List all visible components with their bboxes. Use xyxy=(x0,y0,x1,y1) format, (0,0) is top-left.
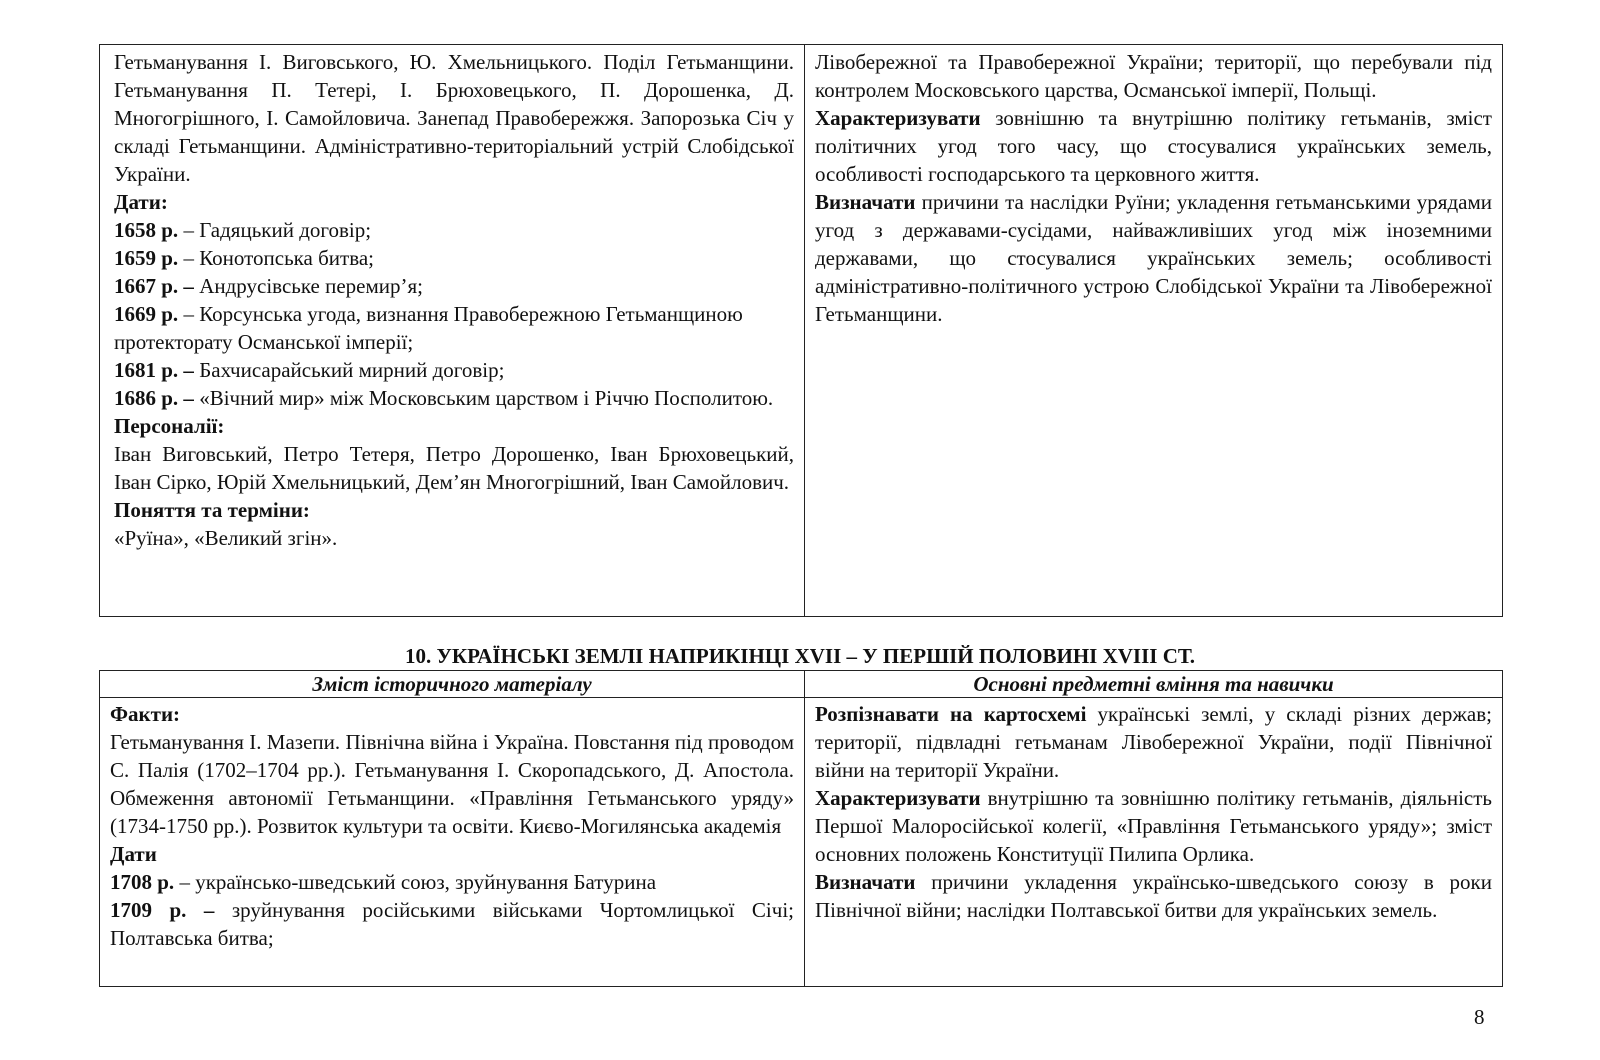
table-header-row xyxy=(100,671,1503,698)
date-year: 1658 р. xyxy=(114,218,179,242)
date-text: – Гадяцький договір; xyxy=(178,218,372,242)
page-number: 8 xyxy=(1474,1005,1485,1029)
skills-paragraph xyxy=(815,104,1492,188)
column-header-content: Зміст історичного матеріалу xyxy=(100,671,805,698)
skill-text: зовнішню та внутрішню політику гетьманів, зміст політичних угод того часу, що стосувалися українських земель, особливості господарського та церковного життя. xyxy=(815,106,1492,186)
date-text: Андрусівське перемир’я; xyxy=(193,274,423,298)
date-entry xyxy=(110,272,794,300)
skills-cell xyxy=(805,698,1503,987)
date-text: «Вічний мир» між Московським царством і Річчю Посполитою. xyxy=(193,386,774,410)
date-year: 1659 р. xyxy=(114,246,179,270)
date-text: – Корсунська угода, визнання Правобережною Гетьманщиною протекторату Османської імперії; xyxy=(114,302,743,354)
date-entry xyxy=(110,384,794,412)
persons-heading: Персоналії: xyxy=(114,414,225,438)
skills-paragraph xyxy=(815,784,1492,868)
date-entry xyxy=(110,300,794,356)
topics-paragraph: Гетьманування І. Виговського, Ю. Хмельницького. Поділ Гетьманщини. Гетьманування П. Тетері, І. Брюховецького, П. Дорошенка, Д. Многогрішного, І. Самойловича. Занепад Правобережжя. Запорозька Січ у складі Гетьманщини. Адміністративно-територіальний устрій Слобідської України. xyxy=(114,50,794,186)
date-year: 1669 р. xyxy=(114,302,179,326)
date-entry xyxy=(110,244,794,272)
date-entry xyxy=(110,216,794,244)
historical-content-cell xyxy=(100,45,805,617)
facts-heading: Факти: xyxy=(110,702,181,726)
dates-heading: Дати: xyxy=(114,190,168,214)
skills-intro: Лівобережної та Правобережної України; території, що перебували під контролем Московського царства, Османської імперії, Польщі. xyxy=(815,50,1492,102)
date-year: 1708 р. xyxy=(110,870,175,894)
date-year: 1709 р. – xyxy=(110,898,215,922)
dates-heading: Дати xyxy=(110,842,157,866)
date-year: 1667 р. – xyxy=(114,274,194,298)
curriculum-table-section-10 xyxy=(99,670,1503,987)
table-row xyxy=(100,698,1503,987)
date-year: 1681 р. – xyxy=(114,358,194,382)
date-text: Бахчисарайський мирний договір; xyxy=(193,358,505,382)
skill-text: причини укладення українсько-шведського союзу в роки Північної війни; наслідки Полтавської битви для українських земель. xyxy=(815,870,1492,922)
skills-paragraph xyxy=(815,188,1492,328)
date-entry xyxy=(110,868,794,896)
date-text: зруйнування російськими військами Чортомлицької Січі; Полтавська битва; xyxy=(110,898,794,950)
date-entry xyxy=(110,896,794,952)
date-text: – Конотопська битва; xyxy=(178,246,374,270)
terms-text: «Руїна», «Великий згін». xyxy=(114,526,338,550)
terms-heading: Поняття та терміни: xyxy=(114,498,310,522)
date-year: 1686 р. – xyxy=(114,386,194,410)
skill-text: причини та наслідки Руїни; укладення гетьманськими урядами угод з державами-сусідами, найважливіших угод між іноземними державами, що стосувалися українських земель; особливості адміністративно-політичного устрою Слобідської України та Лівобережної Гетьманщини. xyxy=(815,190,1492,326)
skill-verb: Визначати xyxy=(815,190,916,214)
date-text: – українсько-шведський союз, зруйнування Батурина xyxy=(174,870,657,894)
date-entry xyxy=(110,356,794,384)
persons-text: Іван Виговський, Петро Тетеря, Петро Дорошенко, Іван Брюховецький, Іван Сірко, Юрій Хмельницький, Дем’ян Многогрішний, Іван Самойлович. xyxy=(114,442,794,494)
skill-verb: Розпізнавати на картосхемі xyxy=(815,702,1087,726)
facts-text: Гетьманування І. Мазепи. Північна війна і Україна. Повстання під проводом С. Палія (1702–1704 рр.). Гетьманування І. Скоропадського, Д. Апостола. Обмеження автономії Гетьманщини. «Правління Гетьманського уряду» (1734-1750 рр.). Розвиток культури та освіти. Києво-Могилянська академія xyxy=(110,730,794,838)
skill-verb: Характеризувати xyxy=(815,106,981,130)
skill-verb: Визначати xyxy=(815,870,916,894)
skills-paragraph xyxy=(815,868,1492,924)
skill-text: українські землі, у складі різних держав; території, підвладні гетьманам Лівобережної України, події Північної війни на території України. xyxy=(815,702,1492,782)
column-header-skills: Основні предметні вміння та навички xyxy=(805,671,1503,698)
table-row xyxy=(100,45,1503,617)
skill-text: внутрішню та зовнішню політику гетьманів, діяльність Першої Малоросійської колегії, «Правління Гетьманського уряду»; зміст основних положень Конституції Пилипа Орлика. xyxy=(815,786,1492,866)
section-title: 10. УКРАЇНСЬКІ ЗЕМЛІ НАПРИКІНЦІ XVII – У ПЕРШІЙ ПОЛОВИНІ XVIII СТ. xyxy=(404,644,1196,668)
skills-paragraph xyxy=(815,700,1492,784)
skills-cell xyxy=(805,45,1503,617)
skill-verb: Характеризувати xyxy=(815,786,981,810)
historical-content-cell xyxy=(100,698,805,987)
curriculum-table-continued xyxy=(99,44,1503,617)
